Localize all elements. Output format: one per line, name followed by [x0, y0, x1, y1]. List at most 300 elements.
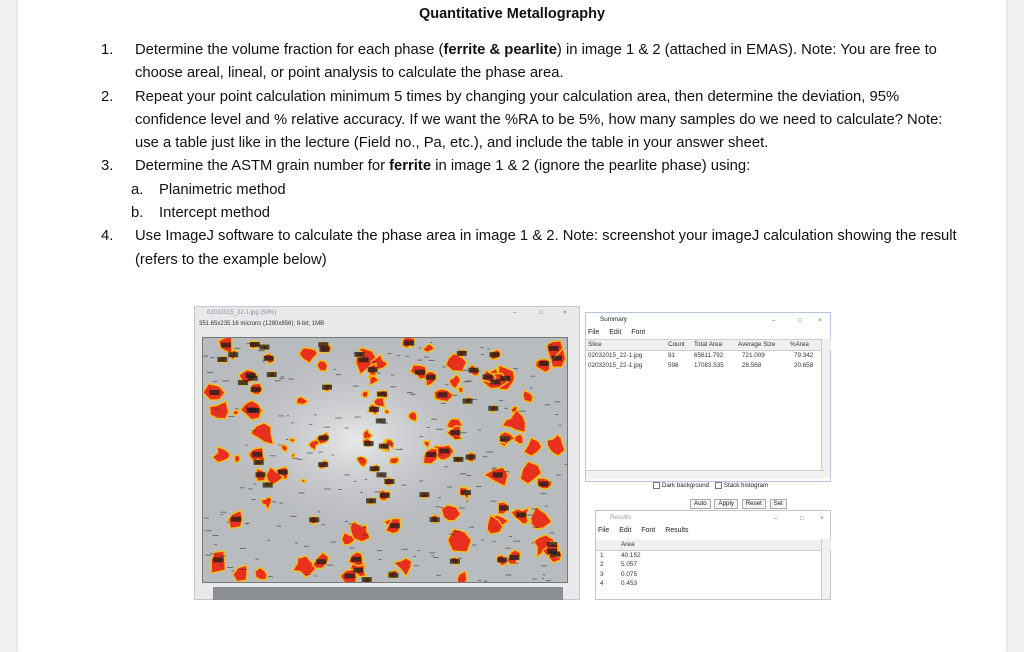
grain-boundary-speck [445, 391, 448, 392]
particle-label-marker [217, 357, 227, 362]
grain-boundary-speck [436, 575, 441, 576]
grain-boundary-speck [350, 548, 355, 549]
grain-boundary-speck [219, 555, 226, 556]
column-header[interactable]: Area [621, 541, 635, 548]
grain-boundary-speck [492, 468, 497, 469]
grain-boundary-speck [446, 397, 451, 398]
grain-boundary-speck [504, 408, 508, 409]
grain-boundary-speck [206, 555, 212, 556]
grain-boundary-speck [365, 479, 367, 480]
particle-label-marker [390, 523, 400, 528]
grain-boundary-speck [548, 482, 552, 483]
particle-label-marker [209, 390, 219, 395]
grain-boundary-speck [459, 558, 462, 559]
grain-boundary-speck [514, 410, 517, 411]
grain-boundary-speck [327, 565, 333, 566]
particle-label-marker [238, 380, 248, 385]
particle-label-marker [354, 568, 364, 573]
grain-boundary-speck [451, 420, 453, 421]
summary-window [585, 312, 831, 482]
grain-boundary-speck [543, 574, 546, 575]
grain-boundary-speck [331, 542, 337, 543]
particle-label-marker [549, 346, 559, 351]
page-title: Quantitative Metallography [418, 6, 606, 22]
menu-file[interactable]: File [598, 527, 610, 534]
table-row[interactable]: 2 5.057 [600, 561, 637, 569]
particle-label-marker [490, 352, 500, 357]
particle-label-marker [450, 430, 460, 435]
question-number: 4. [101, 228, 114, 245]
grain-boundary-speck [466, 475, 471, 476]
grain-boundary-speck [222, 380, 229, 381]
grain-boundary-speck [500, 436, 507, 437]
menu-edit[interactable]: Edit [609, 329, 622, 336]
particle-label-marker [267, 372, 277, 377]
grain-boundary-speck [318, 511, 320, 512]
grain-boundary-speck [258, 350, 265, 351]
grain-boundary-speck [533, 527, 538, 528]
grain-boundary-speck [214, 544, 217, 545]
grain-boundary-speck [371, 362, 375, 363]
grain-boundary-speck [213, 535, 219, 536]
particle-label-marker [256, 472, 266, 477]
grain-boundary-speck [480, 347, 483, 348]
close-button[interactable]: × [820, 516, 824, 522]
grain-boundary-speck [364, 527, 366, 528]
grain-boundary-speck [542, 578, 544, 579]
grain-boundary-speck [214, 409, 219, 410]
grain-boundary-speck [309, 424, 312, 425]
particle-label-marker [231, 517, 241, 522]
threshold-buttons [690, 499, 789, 509]
grain-boundary-speck [353, 386, 359, 387]
grain-boundary-speck [541, 493, 547, 494]
particle-label-marker [466, 455, 476, 460]
grain-boundary-speck [406, 356, 409, 357]
grain-boundary-speck [556, 475, 561, 476]
grain-boundary-speck [327, 436, 330, 437]
grain-boundary-speck [545, 404, 550, 405]
table-header [596, 540, 831, 551]
pearlite-region [292, 454, 296, 458]
grain-boundary-speck [395, 449, 401, 450]
document-page [18, 0, 1006, 652]
grain-boundary-speck [357, 458, 364, 459]
particle-label-marker [430, 517, 440, 522]
grain-boundary-speck [252, 430, 256, 431]
particle-label-marker [376, 418, 386, 423]
question-2: 2. Repeat your point calculation minimum 5 times by changing your calculation area, then determine the deviation, 95% confidence level and % relative accuracy. If we want the %RA to be 5%, how many samples do we need to calculate? Note: use a table just like in the lecture (Field no., Pa, etc.), and include the table in your answer sheet. [101, 86, 961, 156]
grain-boundary-speck [445, 384, 448, 385]
grain-boundary-speck [454, 531, 460, 532]
particle-label-marker [547, 549, 557, 554]
horizontal-scrollbar[interactable] [586, 470, 824, 479]
grain-boundary-speck [476, 486, 481, 487]
maximize-button[interactable]: □ [798, 318, 802, 324]
grain-boundary-speck [431, 419, 437, 420]
particle-label-marker [364, 441, 374, 446]
question-3-subitem-b: b. Intercept method [131, 205, 271, 222]
grain-boundary-speck [463, 491, 469, 492]
maximize-button[interactable]: □ [539, 310, 543, 316]
grain-boundary-speck [505, 548, 510, 549]
grain-boundary-speck [253, 342, 255, 343]
grain-boundary-speck [453, 395, 457, 396]
particle-label-marker [252, 452, 262, 457]
grain-boundary-speck [486, 452, 493, 453]
grain-boundary-speck [555, 414, 558, 415]
pearlite-region [374, 398, 386, 407]
particle-label-marker [547, 542, 557, 547]
summary-table [586, 339, 831, 371]
grain-boundary-speck [338, 489, 341, 490]
column-header[interactable]: Slice [588, 341, 602, 348]
grain-boundary-speck [363, 534, 369, 535]
minimize-button[interactable]: – [513, 310, 517, 316]
grain-boundary-speck [377, 550, 383, 551]
grain-boundary-speck [228, 416, 234, 417]
particle-label-marker [426, 452, 436, 457]
grain-boundary-speck [530, 388, 532, 389]
grain-boundary-speck [424, 357, 429, 358]
particle-label-marker [415, 370, 425, 375]
grain-boundary-speck [377, 373, 381, 374]
grain-boundary-speck [436, 429, 443, 430]
particle-label-marker [318, 462, 328, 467]
grain-boundary-speck [355, 417, 361, 418]
grain-boundary-speck [466, 381, 473, 382]
background-image-strip [213, 587, 563, 600]
maximize-button[interactable]: □ [800, 516, 804, 522]
particle-label-marker [318, 342, 328, 347]
grain-boundary-speck [449, 534, 455, 535]
question-number: 1. [101, 42, 114, 58]
particle-label-marker [516, 513, 526, 518]
particle-label-marker [439, 449, 449, 454]
grain-boundary-speck [435, 506, 439, 507]
grain-boundary-speck [532, 508, 539, 509]
grain-boundary-speck [478, 430, 481, 431]
grain-boundary-speck [420, 436, 424, 437]
grain-boundary-speck [314, 576, 317, 577]
table-header [586, 340, 831, 351]
particle-label-marker [380, 493, 390, 498]
grain-boundary-speck [227, 522, 230, 523]
minimize-button[interactable]: – [774, 516, 778, 522]
grain-boundary-speck [293, 458, 299, 459]
particle-label-marker [457, 351, 467, 356]
particle-label-marker [263, 483, 273, 488]
grain-boundary-speck [391, 374, 395, 375]
particle-label-marker [493, 472, 503, 477]
grain-boundary-speck [279, 378, 284, 379]
micrograph-image [202, 337, 568, 583]
table-row[interactable]: 4 0.453 [600, 580, 637, 588]
grain-boundary-speck [220, 566, 222, 567]
grain-boundary-speck [541, 565, 547, 566]
grain-boundary-speck [245, 523, 248, 524]
particle-label-marker [419, 492, 429, 497]
particle-label-marker [309, 517, 319, 522]
grain-boundary-speck [345, 521, 348, 522]
grain-boundary-speck [203, 356, 208, 357]
grain-boundary-speck [460, 473, 466, 474]
grain-boundary-speck [232, 570, 234, 571]
particle-label-marker [500, 376, 510, 381]
grain-boundary-speck [548, 344, 552, 345]
grain-boundary-speck [332, 455, 334, 456]
minimize-button[interactable]: – [772, 318, 776, 324]
grain-boundary-speck [246, 445, 248, 446]
question-3-subitem-a: a. Planimetric method [131, 181, 286, 198]
summary-titlebar: Summary – □ × [586, 313, 830, 327]
particle-label-marker [384, 479, 394, 484]
grain-boundary-speck [278, 415, 283, 416]
pearlite-region [458, 387, 463, 392]
particle-label-marker [369, 407, 379, 412]
grain-boundary-speck [374, 491, 380, 492]
image-window-titlebar: 02032015_22-1.jpg (50%) – □ × [195, 307, 579, 319]
particle-label-marker [213, 557, 223, 562]
grain-boundary-speck [437, 454, 442, 455]
grain-boundary-speck [205, 530, 211, 531]
grain-boundary-speck [509, 536, 512, 537]
close-button[interactable]: × [818, 318, 822, 324]
grain-boundary-speck [381, 423, 388, 424]
results-titlebar: Results – □ × [596, 511, 830, 525]
grain-boundary-speck [283, 471, 288, 472]
grain-boundary-speck [295, 543, 298, 544]
grain-boundary-speck [204, 518, 209, 519]
particle-label-marker [377, 392, 387, 397]
grain-boundary-speck [462, 370, 469, 371]
grain-boundary-speck [210, 553, 214, 554]
column-header[interactable]: Average Size [738, 341, 776, 348]
column-header[interactable]: %Area [790, 341, 809, 348]
grain-boundary-speck [383, 477, 386, 478]
grain-boundary-speck [262, 361, 265, 362]
grain-boundary-speck [414, 565, 419, 566]
grain-boundary-speck [288, 379, 294, 380]
grain-boundary-speck [290, 516, 296, 517]
grain-boundary-speck [484, 581, 488, 582]
grain-boundary-speck [221, 512, 227, 513]
reset-button[interactable]: Reset [742, 499, 766, 509]
table-row[interactable]: 02032015_22-1.jpg 91 65611.792 721.009 79.342 [588, 352, 814, 359]
grain-boundary-speck [248, 488, 252, 489]
grain-boundary-speck [272, 501, 276, 502]
menu-font[interactable]: Font [641, 527, 656, 534]
grain-boundary-speck [459, 508, 465, 509]
threshold-options: Dark background Stack histogram [649, 482, 768, 489]
grain-boundary-speck [472, 545, 477, 546]
grain-boundary-speck [268, 576, 273, 577]
grain-boundary-speck [345, 428, 349, 429]
particle-label-marker [437, 392, 447, 397]
grain-boundary-speck [241, 569, 247, 570]
grain-boundary-speck [396, 563, 400, 564]
grain-boundary-speck [481, 540, 484, 541]
menu-results[interactable]: Results [665, 527, 689, 534]
column-header[interactable]: Count [668, 341, 685, 348]
grain-boundary-speck [227, 567, 233, 568]
grain-boundary-speck [278, 445, 281, 446]
grain-boundary-speck [307, 574, 311, 575]
grain-boundary-speck [401, 485, 406, 486]
close-button[interactable]: × [563, 310, 567, 316]
grain-boundary-speck [531, 376, 536, 377]
grain-boundary-speck [324, 427, 330, 428]
grain-boundary-speck [440, 507, 444, 508]
grain-boundary-speck [298, 493, 304, 494]
particle-label-marker [453, 457, 463, 462]
pearlite-region [234, 455, 240, 462]
grain-boundary-speck [255, 343, 257, 344]
column-header[interactable]: Total Area [694, 341, 723, 348]
grain-boundary-speck [210, 357, 214, 358]
results-window [595, 510, 831, 600]
grain-boundary-speck [358, 525, 362, 526]
menu-edit[interactable]: Edit [619, 527, 632, 534]
grain-boundary-speck [334, 369, 336, 370]
particle-label-marker [377, 472, 387, 477]
grain-boundary-speck [214, 554, 217, 555]
dark-background-checkbox[interactable] [653, 482, 660, 489]
grain-boundary-speck [390, 386, 396, 387]
particle-label-marker [254, 460, 264, 465]
question-number: 2. [101, 88, 114, 105]
imagej-screenshot [194, 306, 831, 600]
grain-boundary-speck [495, 477, 501, 478]
grain-boundary-speck [307, 453, 313, 454]
grain-boundary-speck [513, 541, 520, 542]
grain-boundary-speck [519, 411, 526, 412]
grain-boundary-speck [335, 418, 342, 419]
particle-label-marker [368, 367, 378, 372]
grain-boundary-speck [532, 542, 534, 543]
pearlite-region [390, 457, 399, 464]
grain-boundary-speck [388, 353, 392, 354]
grain-boundary-speck [441, 403, 446, 404]
particle-label-marker [316, 559, 326, 564]
particle-label-marker [379, 444, 389, 449]
grain-boundary-speck [432, 555, 434, 556]
grain-boundary-speck [503, 471, 509, 472]
grain-boundary-speck [429, 360, 435, 361]
set-button[interactable]: Set [770, 499, 787, 509]
grain-boundary-speck [499, 400, 503, 401]
stack-histogram-checkbox[interactable] [715, 482, 722, 489]
grain-boundary-speck [275, 380, 281, 381]
grain-boundary-speck [410, 394, 414, 395]
grain-boundary-speck [344, 474, 350, 475]
question-4: 4. Use ImageJ software to calculate the phase area in image 1 & 2. Note: screenshot your imageJ calculation showing the result (refers to the example below) [101, 225, 961, 272]
grain-boundary-speck [314, 414, 317, 415]
table-row[interactable]: 3 0.075 [600, 570, 637, 578]
menu-font[interactable]: Font [631, 329, 646, 336]
vertical-scrollbar[interactable] [821, 539, 830, 599]
vertical-scrollbar[interactable] [821, 339, 830, 477]
grain-boundary-speck [255, 559, 258, 560]
grain-boundary-speck [240, 548, 246, 549]
grain-boundary-speck [354, 481, 356, 482]
grain-boundary-speck [492, 469, 495, 470]
grain-boundary-speck [433, 557, 438, 558]
particle-label-marker [221, 343, 231, 348]
grain-boundary-speck [554, 401, 560, 402]
grain-boundary-speck [548, 441, 551, 442]
grain-boundary-speck [397, 355, 400, 356]
particle-label-marker [228, 352, 238, 357]
grain-boundary-speck [419, 348, 421, 349]
grain-boundary-speck [418, 360, 423, 361]
grain-boundary-speck [471, 399, 477, 400]
question-number: 3. [101, 158, 114, 175]
grain-boundary-speck [444, 466, 448, 467]
pearlite-region [362, 391, 368, 398]
grain-boundary-speck [513, 368, 516, 369]
image-info: 351.65x235.16 microns (1280x856); 8-bit; 1MB [199, 321, 325, 327]
grain-boundary-speck [357, 359, 363, 360]
particle-label-marker [320, 347, 330, 352]
grain-boundary-speck [545, 506, 548, 507]
grain-boundary-speck [325, 385, 332, 386]
question-1: 1. Determine the volume fraction for each phase (ferrite & pearlite) in image 1 & 2 (attached in EMAS). Note: You are free to choose areal, lineal, or point analysis to calculate the phase area. [101, 39, 961, 86]
grain-boundary-speck [281, 376, 284, 377]
question-list [101, 39, 961, 272]
grain-boundary-speck [527, 515, 534, 516]
grain-boundary-speck [419, 481, 423, 482]
grain-boundary-speck [413, 556, 416, 557]
particle-label-marker [497, 557, 507, 562]
menu-file[interactable]: File [588, 329, 600, 336]
particle-label-marker [552, 356, 562, 361]
summary-menubar [586, 327, 830, 338]
grain-boundary-speck [429, 552, 435, 553]
image-window [194, 306, 580, 600]
table-row[interactable]: 02032015_22-1.jpg 598 17083.535 28.568 20.658 [588, 362, 814, 369]
auto-button[interactable]: Auto [690, 499, 711, 509]
grain-boundary-speck [279, 503, 283, 504]
grain-boundary-speck [353, 353, 357, 354]
grain-boundary-speck [442, 366, 446, 367]
grain-boundary-speck [559, 425, 562, 426]
grain-boundary-speck [483, 456, 488, 457]
grain-boundary-speck [378, 559, 381, 560]
grain-boundary-speck [304, 546, 309, 547]
grain-boundary-speck [469, 527, 474, 528]
grain-boundary-speck [565, 464, 567, 465]
particle-label-marker [366, 498, 376, 503]
grain-boundary-speck [488, 349, 490, 350]
grain-boundary-speck [324, 489, 331, 490]
particle-label-marker [461, 490, 471, 495]
apply-button[interactable]: Apply [714, 499, 737, 509]
table-row[interactable]: 1 40.152 [600, 551, 641, 559]
particle-label-marker [345, 574, 355, 579]
grain-boundary-speck [221, 514, 223, 515]
particle-label-marker [500, 436, 510, 441]
particle-label-marker [370, 466, 380, 471]
particle-label-marker [319, 436, 329, 441]
grain-boundary-speck [430, 342, 432, 343]
grain-boundary-speck [447, 487, 452, 488]
grain-boundary-speck [277, 526, 282, 527]
grain-boundary-speck [532, 578, 537, 579]
particle-label-marker [488, 406, 498, 411]
particle-label-marker [351, 557, 361, 562]
particle-label-marker [247, 408, 257, 413]
